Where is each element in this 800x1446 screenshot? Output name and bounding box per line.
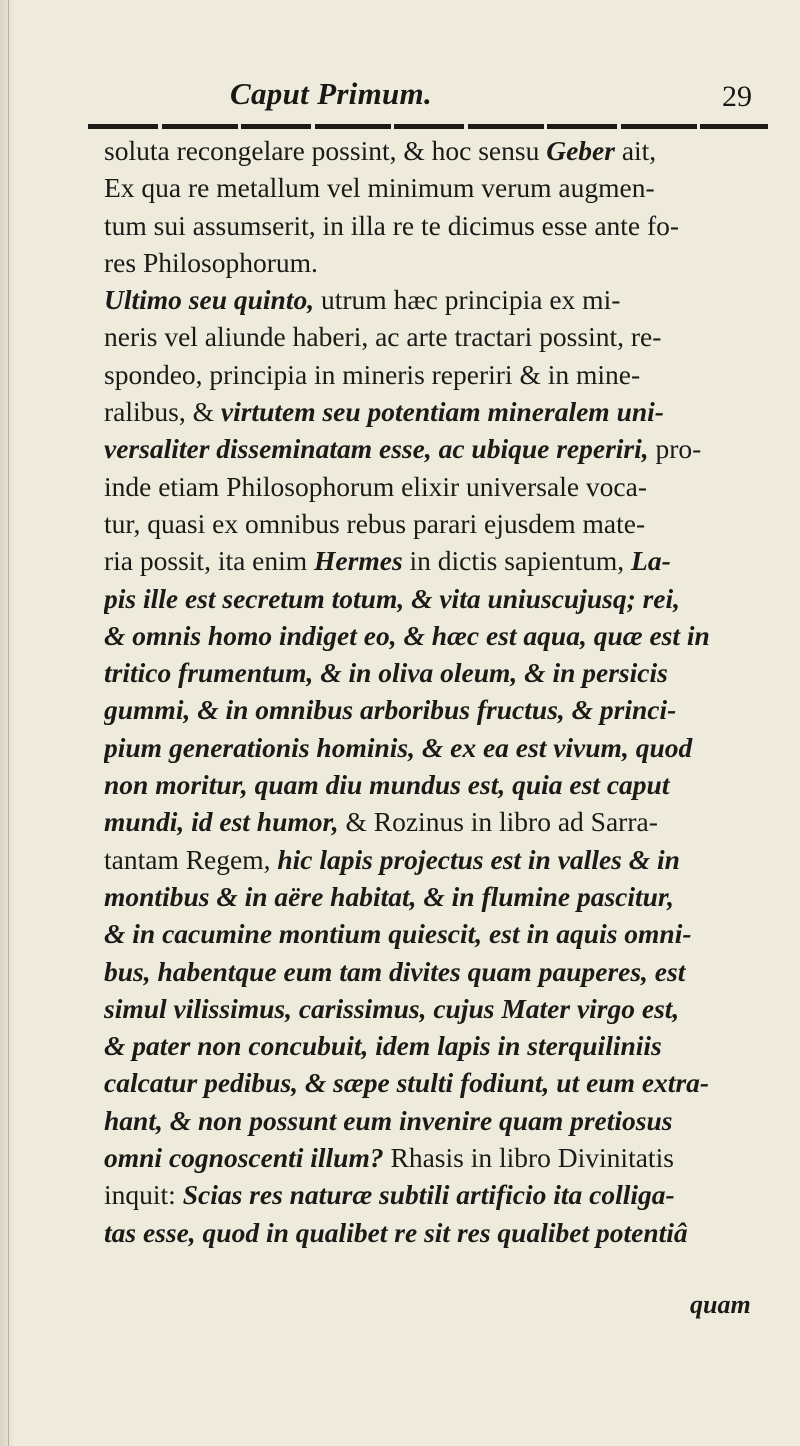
italic-text: La- [631,545,671,577]
roman-text: ria possit, ita enim [104,545,315,577]
italic-text: Scias res naturæ subtili artificio ita colliga- [182,1179,675,1211]
text-line [104,207,780,244]
header-rule [88,124,768,129]
text-line [104,542,780,579]
text-line [104,169,780,206]
text-line [104,430,780,467]
italic-text: montibus & in aëre habitat, & in flumine pascitur, [104,880,674,912]
roman-text: spondeo, principia in mineris reperiri & in mine- [104,358,641,390]
italic-text: hic lapis projectus est in valles & in [277,843,680,875]
text-line [104,990,780,1027]
italic-text: Ultimo seu quinto, [104,284,315,316]
text-line [104,953,780,990]
italic-text: gummi, & in omnibus arboribus fructus, & princi- [104,694,677,726]
text-line [104,1176,780,1213]
text-line [104,244,780,281]
italic-text: hant, & non possunt eum invenire quam pretiosus [104,1104,673,1136]
roman-text: neris vel aliunde haberi, ac arte tractari possint, re- [104,321,662,353]
running-title: Caput Primum. [230,76,433,111]
text-line [104,281,780,318]
text-line [104,468,780,505]
text-line [104,729,780,766]
gutter-line [8,0,9,1446]
text-line [104,505,780,542]
text-line [104,915,780,952]
italic-text: omni cognoscenti illum? [104,1142,384,1174]
italic-text: versaliter disseminatam esse, ac ubique reperiri, [104,433,649,465]
roman-text: inquit: [104,1179,183,1211]
text-line [104,356,780,393]
roman-text: tantam Regem, [104,843,278,875]
text-line [104,318,780,355]
italic-text: simul vilissimus, carissimus, cujus Mater virgo est, [104,992,680,1024]
roman-text: in dictis sapientum, [402,545,632,577]
text-line [104,1214,780,1251]
italic-text: virtutem seu potentiam mineralem uni- [220,396,664,428]
binding-gutter [0,0,14,1446]
text-line [104,766,780,803]
page-header [0,72,800,122]
roman-text: utrum hæc principia ex mi- [314,284,621,316]
italic-text: Hermes [314,545,403,577]
italic-text: non moritur, quam diu mundus est, quia est caput [104,769,670,801]
italic-text: & in cacumine montium quiescit, est in aquis omni- [104,918,692,950]
text-line [104,878,780,915]
text-line [104,1027,780,1064]
italic-text: pis ille est secretum totum, & vita uniuscujusq; rei, [104,582,681,614]
roman-text: tur, quasi ex omnibus rebus parari ejusdem mate- [104,507,646,539]
italic-text: tas esse, quod in qualibet re sit res qualibet potentiâ [104,1216,688,1248]
roman-text: ait, [614,135,657,166]
roman-text: inde etiam Philosophorum elixir universale voca- [104,470,647,502]
roman-text: Ex qua re metallum vel minimum verum augmen- [104,172,655,204]
italic-text: & pater non concubuit, idem lapis in sterquiliniis [104,1030,662,1062]
roman-text: pro- [648,433,702,465]
italic-text: calcatur pedibus, & sæpe stulti fodiunt, ut eum extra- [104,1067,710,1099]
roman-text: res Philosophorum. [104,246,318,278]
text-line [104,393,780,430]
text-line [104,1064,780,1101]
text-line [104,1102,780,1139]
italic-text: pium generationis hominis, & ex ea est vivum, quod [104,731,693,763]
italic-text: tritico frumentum, & in oliva oleum, & in persicis [104,657,668,689]
text-line [104,1139,780,1176]
roman-text: soluta recongelare possint, & hoc sensu [104,135,547,166]
text-line [104,841,780,878]
text-line [104,654,780,691]
text-line [104,132,780,169]
italic-text: bus, habentque eum tam divites quam pauperes, est [104,955,686,987]
catchword: quam [690,1290,751,1319]
text-line [104,617,780,654]
page-number: 29 [722,80,752,113]
roman-text: & Rozinus in libro ad Sarra- [338,806,658,838]
text-line [104,580,780,617]
italic-text: mundi, id est humor, [104,806,339,838]
roman-text: Rhasis in libro Divinitatis [383,1142,674,1174]
roman-text: tum sui assumserit, in illa re te dicimus esse ante fo- [104,209,680,241]
roman-text: ralibus, & [104,396,221,428]
italic-text: Geber [546,135,615,166]
text-line [104,691,780,728]
text-line [104,803,780,840]
body-text [104,132,780,1251]
italic-text: & omnis homo indiget eo, & hæc est aqua, quæ est in [104,619,710,651]
